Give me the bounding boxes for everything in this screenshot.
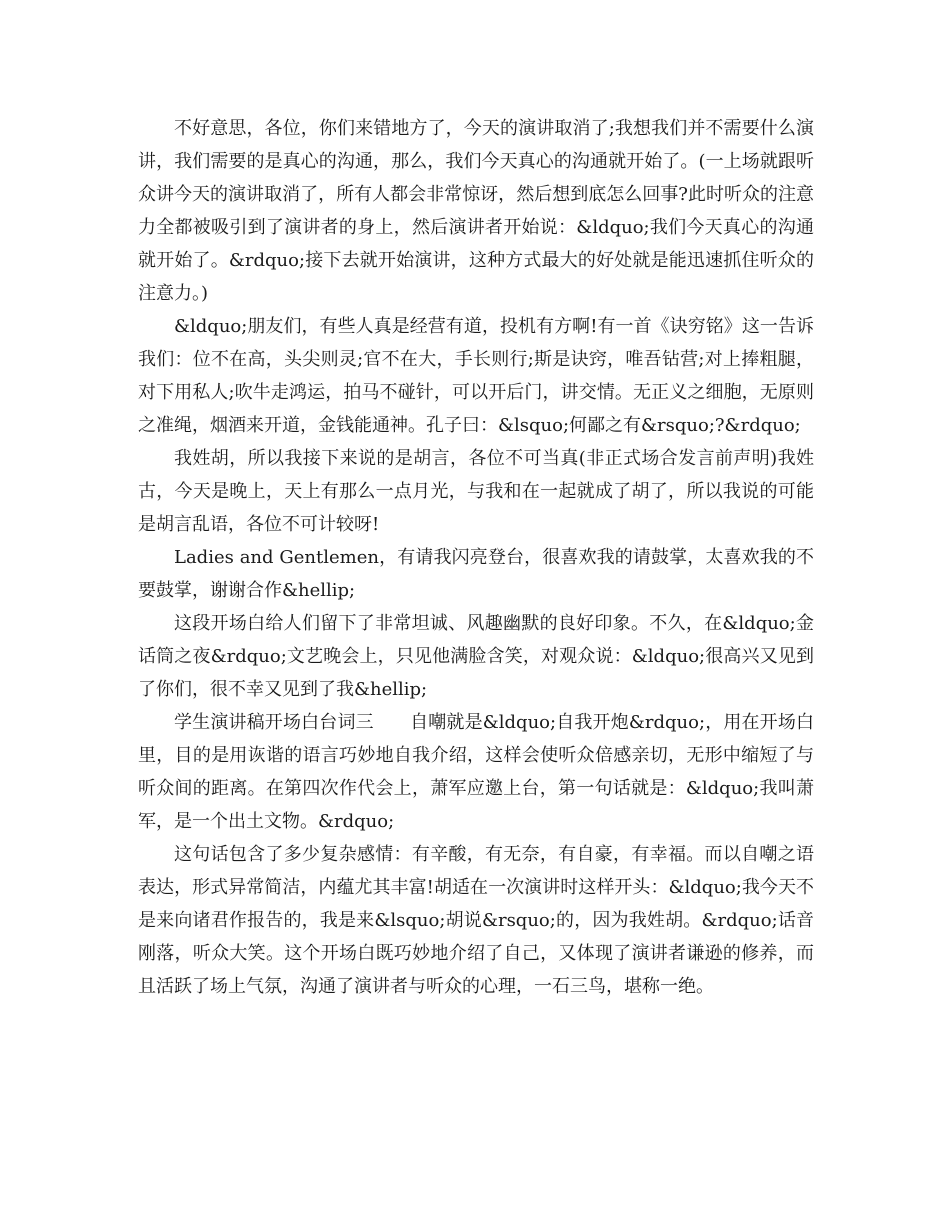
paragraph: 我姓胡，所以我接下来说的是胡言，各位不可当真(非正式场合发言前声明)我姓古，今天是晚上，天上有那么一点月光，与我和在一起就成了胡了，所以我说的可能是胡言乱语，各位不可计较呀! <box>138 448 814 535</box>
paragraph: 这句话包含了多少复杂感情：有辛酸，有无奈，有自豪，有幸福。而以自嘲之语表达，形式异常简洁，内蕴尤其丰富!胡适在一次演讲时这样开头：&ldquo;我今天不是来向诸君作报告的，我是来&lsquo;胡说&rsquo;的，因为我姓胡。&rdquo;话音刚落，听众大笑。这个开场白既巧妙地介绍了自己，又体现了演讲者谦逊的修养，而且活跃了场上气氛，沟通了演讲者与听众的心理，一石三鸟，堪称一绝。 <box>138 844 814 997</box>
document-body <box>138 112 814 1003</box>
paragraph: 学生演讲稿开场白台词三 自嘲就是&ldquo;自我开炮&rdquo;，用在开场白里，目的是用诙谐的语言巧妙地自我介绍，这样会使听众倍感亲切，无形中缩短了与听众间的距离。在第四次作代会上，萧军应邀上台，第一句话就是：&ldquo;我叫萧军，是一个出土文物。&rdquo; <box>138 712 814 832</box>
paragraph: &ldquo;朋友们，有些人真是经营有道，投机有方啊!有一首《诀穷铭》这一告诉我们：位不在高，头尖则灵;官不在大，手长则行;斯是诀窍，唯吾钻营;对上捧粗腿，对下用私人;吹牛走鸿运，拍马不碰针，可以开后门，讲交情。无正义之细胞，无原则之准绳，烟酒来开道，金钱能通神。孔子曰：&lsquo;何鄙之有&rsquo;?&rdquo; <box>138 316 814 436</box>
paragraph: 这段开场白给人们留下了非常坦诚、风趣幽默的良好印象。不久，在&ldquo;金话筒之夜&rdquo;文艺晚会上，只见他满脸含笑，对观众说：&ldquo;很高兴又见到了你们，很不幸又见到了我&hellip; <box>138 613 814 700</box>
paragraph: Ladies and Gentlemen，有请我闪亮登台，很喜欢我的请鼓掌，太喜欢我的不要鼓掌，谢谢合作&hellip; <box>138 547 814 601</box>
paragraph: 不好意思，各位，你们来错地方了，今天的演讲取消了;我想我们并不需要什么演讲，我们需要的是真心的沟通，那么，我们今天真心的沟通就开始了。(一上场就跟听众讲今天的演讲取消了，所有人都会非常惊讶，然后想到底怎么回事?此时听众的注意力全都被吸引到了演讲者的身上，然后演讲者开始说：&ldquo;我们今天真心的沟通就开始了。&rdquo;接下去就开始演讲，这种方式最大的好处就是能迅速抓住听众的注意力。) <box>138 118 814 304</box>
